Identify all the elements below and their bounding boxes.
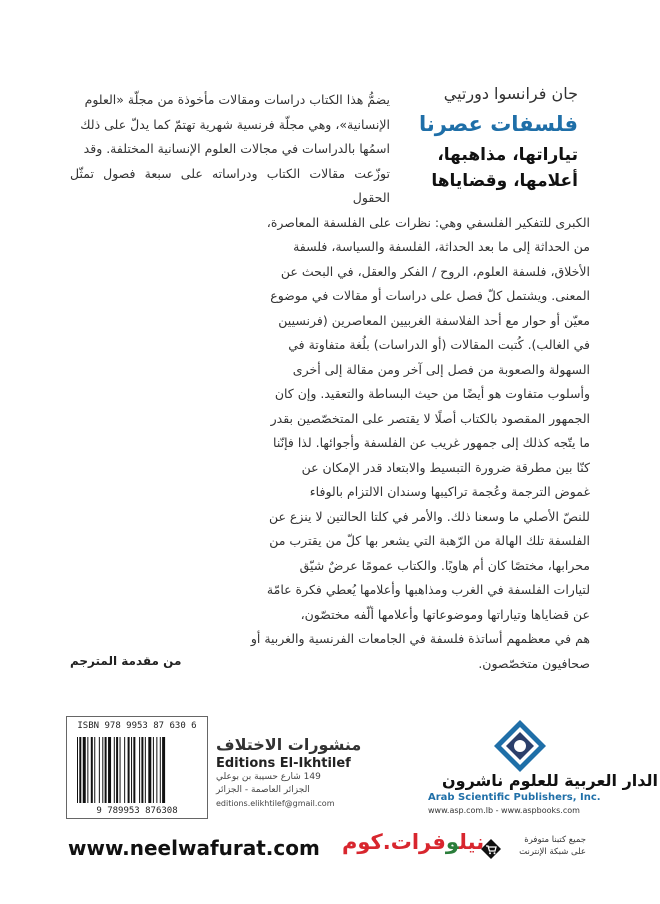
logo-part: فرات.كوم [342, 830, 446, 854]
barcode-digits: 9 789953 876308 [96, 806, 178, 816]
author-name: جان فرانسوا دورتيي [443, 84, 578, 103]
isbn-barcode-box [66, 716, 208, 819]
ikhtilef-address: 149 شارع حسيبة بن بوعلي [216, 772, 321, 782]
blurb-line: الفلسفة تلك الهالة من الرّهبة التي يشعر بها كلّ من يقترب من [269, 533, 590, 548]
blurb-line: معيّن أو حوار مع أحد الفلاسفة الغربيين المعاصرين (فرنسيين [278, 312, 590, 328]
blurb-line: اسمُها بالدراسات في مجالات العلوم الإنسانية المختلفة. وقد [83, 141, 390, 156]
asp-name-arabic: الدار العربية للعلوم ناشرون [442, 771, 659, 790]
blurb-line: الكبرى للتفكير الفلسفي وهي: نظرات على الفلسفة المعاصرة، [266, 214, 590, 230]
subtitle-line: تياراتها، مذاهبها، [437, 145, 578, 165]
blurb-line: للنصّ الأصلي ما وسعنا ذلك. والأمر في كلتا الحالتين لا ينزع عن [268, 508, 590, 524]
barcode-icon [75, 737, 199, 803]
logo-part: نيل [459, 830, 485, 854]
blurb-text [70, 88, 590, 676]
shopping-cart-icon [480, 838, 502, 860]
asp-website: www.asp.com.lb - www.aspbooks.com [428, 806, 580, 815]
asp-logo-icon [492, 718, 548, 774]
blurb-line: توزّعت مقالات الكتاب ودراساته على سبعة فصول تمثّل الحقول [70, 165, 390, 205]
ikhtilef-city: الجزائر العاصمة - الجزائر [216, 785, 310, 795]
ikhtilef-email: editions.elikhtilef@gmail.com [216, 799, 335, 808]
ikhtilef-name-english: Editions El-Ikhtilef [216, 756, 351, 771]
blurb-line: المعنى. ويشتمل كلّ فصل على دراسات أو مقالات في موضوع [270, 288, 590, 303]
isbn-number: ISBN 978 9953 87 630 6 [77, 721, 197, 731]
blurb-line: صحافيون متخصّصون. [478, 655, 590, 671]
availability-line: على شبكة الإنترنت [519, 847, 586, 857]
blurb-line: كنّا بين مطرقة ضرورة التبسيط والابتعاد قدر الإمكان عن [301, 459, 590, 475]
blurb-line: السهولة والصعوبة من فصل إلى آخر ومن مقالة إلى أخرى [292, 361, 590, 377]
blurb-line: من الحداثة إلى ما بعد الحداثة، الفلسفة والسياسة، فلسفة [293, 239, 590, 254]
book-title: فلسفات عصرنا [419, 112, 578, 136]
asp-name-english: Arab Scientific Publishers, Inc. [428, 792, 601, 803]
source-note: من مقدمة المترجم [70, 654, 182, 668]
title-spacer [390, 88, 590, 188]
blurb-line: هم في معظمهم أساتذة فلسفة في الجامعات الفرنسية والغربية أو [250, 631, 590, 646]
logo-part: و [445, 830, 460, 854]
footer-website[interactable]: www.neelwafurat.com [68, 836, 320, 860]
blurb-line: وأسلوب متفاوت هو أيضًا من حيث البساطة والتعقيد. وإن كان [274, 386, 590, 401]
blurb-line: عن قضاياها وتياراتها وموضوعاتها وأعلامها ألّفه مختصّون، [300, 606, 590, 622]
blurb-line: الجمهور المقصود بالكتاب أصلًا لا يقتصر على المتخصّصين بقدر [270, 410, 590, 426]
blurb-line: يضمُّ هذا الكتاب دراسات ومقالات مأخوذة من مجلّة «العلوم [84, 92, 390, 107]
blurb-line: في الغالب). كُتبت المقالات (أو الدراسات) بلُغة متفاوتة في [288, 337, 590, 352]
blurb-line: ما يتّجه كذلك إلى جمهور غريب عن الفلسفة وأجوائها. لذا فإنّنا [273, 435, 590, 450]
blurb-line: محرابها، مختصًا كان أم هاويًا. والكتاب عمومًا عرضٌ شيّق [299, 557, 590, 573]
availability-line: جميع كتبنا متوفرة [524, 835, 586, 845]
availability-note [506, 834, 586, 858]
subtitle-line: أعلامها، وقضاياها [431, 171, 578, 191]
blurb-line: الإنسانية»، وهي مجلّة فرنسية شهرية تهتمّ كما يدلّ على ذلك [80, 116, 390, 132]
neelwafurat-logo [342, 830, 484, 854]
blurb-line: لتيارات الفلسفة في الغرب ومذاهبها وأعلامها يُعطي فكرة عامّة [266, 582, 590, 597]
ikhtilef-name-arabic: منشورات الاختلاف [216, 735, 362, 754]
blurb-line: غموض الترجمة وعُجمة تراكيبها وسندان الالتزام بالوفاء [309, 484, 590, 499]
blurb-line: الأخلاق، فلسفة العلوم، الروح / الفكر والعقل، في البحث عن [280, 263, 590, 279]
